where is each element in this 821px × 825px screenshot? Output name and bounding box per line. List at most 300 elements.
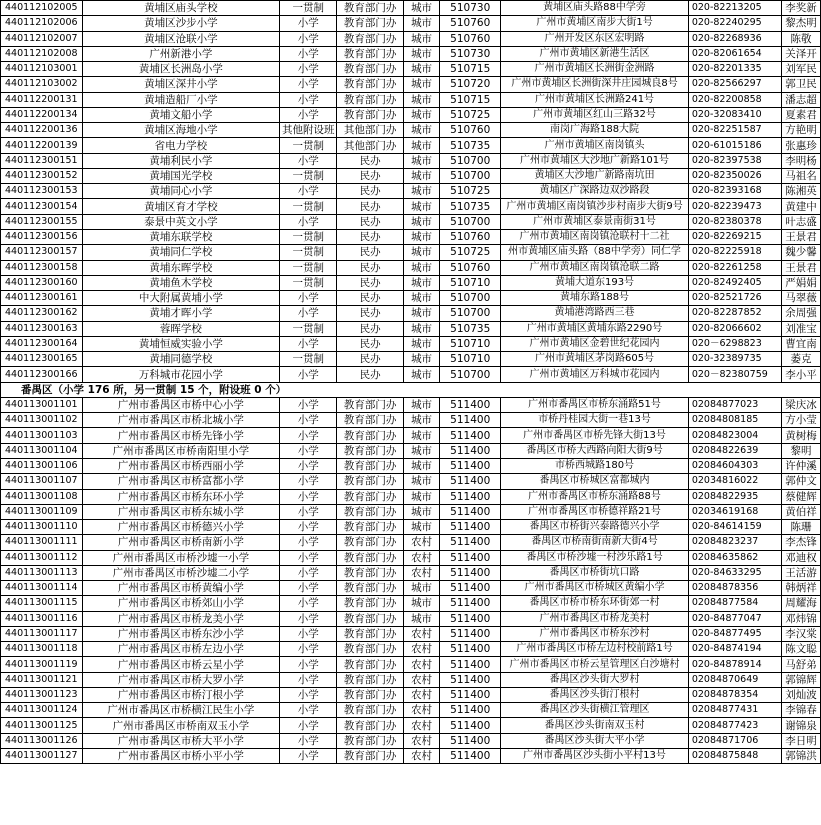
table-row	[1, 336, 821, 351]
school-name-cell: 广州市番禺区市桥沙墟一小学	[82, 550, 279, 565]
school-name-cell: 广州市番禺区市桥中心小学	[82, 397, 279, 412]
school-type-cell: 小学	[279, 291, 337, 306]
address-cell: 广州市番禺区市桥龙美村	[501, 611, 689, 626]
school-name-cell: 黄埔东联学校	[82, 229, 279, 244]
school-name-cell: 黄埔区长洲岛小学	[82, 62, 279, 77]
school-type-cell: 小学	[279, 733, 337, 748]
school-code-cell: 440113001101	[1, 397, 83, 412]
school-code-cell: 440112200139	[1, 138, 83, 153]
school-type-cell: 小学	[279, 749, 337, 764]
area-type-cell: 城市	[403, 46, 439, 61]
principal-cell: 郭锦洪	[782, 749, 821, 764]
school-name-cell: 广州新港小学	[82, 46, 279, 61]
address-cell: 广州市黄埔区长洲街深井庄园城良8号	[501, 77, 689, 92]
principal-cell: 方小莹	[782, 413, 821, 428]
organizer-cell: 教育部门办	[337, 107, 403, 122]
table-row	[1, 1, 821, 16]
school-code-cell: 440113001102	[1, 413, 83, 428]
table-row	[1, 550, 821, 565]
school-name-cell: 泰景中英文小学	[82, 214, 279, 229]
area-type-cell: 城市	[403, 504, 439, 519]
table-body-bottom	[1, 397, 821, 763]
postal-code-cell: 510760	[440, 229, 501, 244]
organizer-cell: 民办	[337, 199, 403, 214]
school-code-cell: 440112300163	[1, 321, 83, 336]
phone-cell: 020-82566297	[688, 77, 781, 92]
school-name-cell: 广州市番禺区市桥北城小学	[82, 413, 279, 428]
area-type-cell: 城市	[403, 489, 439, 504]
phone-cell: 02084808185	[688, 413, 781, 428]
principal-cell: 陈珊	[782, 520, 821, 535]
table-row	[1, 31, 821, 46]
principal-cell: 陈湘英	[782, 184, 821, 199]
area-type-cell: 城市	[403, 428, 439, 443]
address-cell: 广州市番禺区市桥东涌路51号	[501, 397, 689, 412]
school-code-cell: 440112300154	[1, 199, 83, 214]
area-type-cell: 城市	[403, 611, 439, 626]
area-type-cell: 农村	[403, 733, 439, 748]
principal-cell: 刘军民	[782, 62, 821, 77]
school-type-cell: 一贯制	[279, 260, 337, 275]
school-type-cell: 小学	[279, 458, 337, 473]
phone-cell: 020-82251587	[688, 123, 781, 138]
organizer-cell: 教育部门办	[337, 703, 403, 718]
phone-cell: 02084635862	[688, 550, 781, 565]
phone-cell: 02084822935	[688, 489, 781, 504]
address-cell: 广州市番禺区市桥先锋大街13号	[501, 428, 689, 443]
school-name-cell: 省电力学校	[82, 138, 279, 153]
school-code-cell: 440113001116	[1, 611, 83, 626]
school-code-cell: 440112102007	[1, 31, 83, 46]
address-cell: 市桥西城路180号	[501, 458, 689, 473]
school-name-cell: 黄埔国光学校	[82, 168, 279, 183]
postal-code-cell: 510725	[440, 245, 501, 260]
principal-cell: 许仲溪	[782, 458, 821, 473]
organizer-cell: 教育部门办	[337, 489, 403, 504]
school-code-cell: 440113001114	[1, 581, 83, 596]
table-row	[1, 611, 821, 626]
table-row	[1, 733, 821, 748]
phone-cell: 020-84877047	[688, 611, 781, 626]
postal-code-cell: 510700	[440, 168, 501, 183]
area-type-cell: 农村	[403, 703, 439, 718]
school-name-cell: 黄埔区深井小学	[82, 77, 279, 92]
postal-code-cell: 510700	[440, 153, 501, 168]
school-code-cell: 440113001118	[1, 642, 83, 657]
school-name-cell: 广州市番禺区市桥大罗小学	[82, 672, 279, 687]
school-code-cell: 440112300164	[1, 336, 83, 351]
school-type-cell: 小学	[279, 77, 337, 92]
principal-cell: 关泽开	[782, 46, 821, 61]
school-type-cell: 小学	[279, 535, 337, 550]
phone-cell: 02084878356	[688, 581, 781, 596]
phone-cell: 02084870649	[688, 672, 781, 687]
table-row	[1, 62, 821, 77]
postal-code-cell: 511400	[440, 535, 501, 550]
address-cell: 番禺区沙头街大罗村	[501, 672, 689, 687]
phone-cell: 02034816022	[688, 474, 781, 489]
principal-cell: 郭锦辉	[782, 672, 821, 687]
section-header: 番禺区（小学 176 所，另一贯制 15 个，附设班 0 个）	[1, 382, 821, 397]
table-row	[1, 184, 821, 199]
school-type-cell: 小学	[279, 581, 337, 596]
table-row	[1, 489, 821, 504]
phone-cell: 02084878354	[688, 687, 781, 702]
area-type-cell: 农村	[403, 626, 439, 641]
school-code-cell: 440113001107	[1, 474, 83, 489]
organizer-cell: 教育部门办	[337, 565, 403, 580]
school-code-cell: 440112102008	[1, 46, 83, 61]
postal-code-cell: 511400	[440, 672, 501, 687]
postal-code-cell: 510710	[440, 275, 501, 290]
principal-cell: 黎杰明	[782, 16, 821, 31]
postal-code-cell: 511400	[440, 687, 501, 702]
principal-cell: 黄伯祥	[782, 504, 821, 519]
organizer-cell: 民办	[337, 168, 403, 183]
school-code-cell: 440112200134	[1, 107, 83, 122]
area-type-cell: 城市	[403, 321, 439, 336]
school-type-cell: 小学	[279, 214, 337, 229]
area-type-cell: 农村	[403, 535, 439, 550]
school-type-cell: 小学	[279, 92, 337, 107]
phone-cell: 020-82200858	[688, 92, 781, 107]
phone-cell: 020-82201335	[688, 62, 781, 77]
address-cell: 广州市黄埔区南岗镇沧联二路	[501, 260, 689, 275]
school-code-cell: 440113001119	[1, 657, 83, 672]
school-name-cell: 广州市番禺区市桥东沙小学	[82, 626, 279, 641]
school-code-cell: 440113001121	[1, 672, 83, 687]
school-type-cell: 小学	[279, 474, 337, 489]
school-code-cell: 440113001127	[1, 749, 83, 764]
postal-code-cell: 510715	[440, 92, 501, 107]
school-code-cell: 440112102006	[1, 16, 83, 31]
principal-cell: 李日明	[782, 733, 821, 748]
principal-cell: 马祖名	[782, 168, 821, 183]
postal-code-cell: 510715	[440, 62, 501, 77]
phone-cell: 020-82397538	[688, 153, 781, 168]
school-code-cell: 440112300158	[1, 260, 83, 275]
area-type-cell: 城市	[403, 413, 439, 428]
school-name-cell: 黄埔鱼木学校	[82, 275, 279, 290]
organizer-cell: 教育部门办	[337, 672, 403, 687]
school-code-cell: 440113001110	[1, 520, 83, 535]
table-row	[1, 657, 821, 672]
organizer-cell: 教育部门办	[337, 443, 403, 458]
school-name-cell: 黄埔东晖学校	[82, 260, 279, 275]
postal-code-cell: 511400	[440, 626, 501, 641]
organizer-cell: 民办	[337, 153, 403, 168]
postal-code-cell: 511400	[440, 611, 501, 626]
principal-cell: 黄建中	[782, 199, 821, 214]
school-name-cell: 广州市番禺区市桥左边小学	[82, 642, 279, 657]
postal-code-cell: 511400	[440, 550, 501, 565]
school-name-cell: 黄埔区沧联小学	[82, 31, 279, 46]
principal-cell: 李明杨	[782, 153, 821, 168]
school-type-cell: 小学	[279, 31, 337, 46]
organizer-cell: 其他部门办	[337, 138, 403, 153]
school-name-cell: 蓉晖学校	[82, 321, 279, 336]
school-code-cell: 440113001111	[1, 535, 83, 550]
address-cell: 广州市番禺区市桥左边村校前路1号	[501, 642, 689, 657]
area-type-cell: 城市	[403, 336, 439, 351]
address-cell: 广州市番禺区市桥云星管理区白沙塘村	[501, 657, 689, 672]
phone-cell: 020-32389735	[688, 352, 781, 367]
principal-cell: 李汉棠	[782, 626, 821, 641]
area-type-cell: 农村	[403, 657, 439, 672]
principal-cell: 夏素君	[782, 107, 821, 122]
postal-code-cell: 510760	[440, 31, 501, 46]
address-cell: 市桥丹桂园大街一巷13号	[501, 413, 689, 428]
organizer-cell: 教育部门办	[337, 413, 403, 428]
school-type-cell: 小学	[279, 489, 337, 504]
phone-cell: 020－82380759	[688, 367, 781, 382]
principal-cell: 蔡健辉	[782, 489, 821, 504]
phone-cell: 020-82393168	[688, 184, 781, 199]
table-row	[1, 413, 821, 428]
principal-cell: 魏少馨	[782, 245, 821, 260]
postal-code-cell: 510700	[440, 306, 501, 321]
organizer-cell: 民办	[337, 214, 403, 229]
phone-cell: 02084877584	[688, 596, 781, 611]
principal-cell: 叶志盛	[782, 214, 821, 229]
school-code-cell: 440112300152	[1, 168, 83, 183]
organizer-cell: 民办	[337, 352, 403, 367]
table-row	[1, 92, 821, 107]
school-type-cell: 小学	[279, 642, 337, 657]
principal-cell: 周耀海	[782, 596, 821, 611]
address-cell: 广州市黄埔区茅岗路605号	[501, 352, 689, 367]
school-name-cell: 广州市番禺区市桥小平小学	[82, 749, 279, 764]
address-cell: 广州市黄埔区南步大街1号	[501, 16, 689, 31]
postal-code-cell: 510700	[440, 291, 501, 306]
principal-cell: 萎克	[782, 352, 821, 367]
school-name-cell: 广州市番禺区市桥云星小学	[82, 657, 279, 672]
school-code-cell: 440112200136	[1, 123, 83, 138]
postal-code-cell: 510720	[440, 77, 501, 92]
school-name-cell: 广州市番禺区市桥东环小学	[82, 489, 279, 504]
table-row	[1, 229, 821, 244]
postal-code-cell: 510730	[440, 1, 501, 16]
principal-cell: 余周强	[782, 306, 821, 321]
area-type-cell: 城市	[403, 397, 439, 412]
school-type-cell: 小学	[279, 657, 337, 672]
organizer-cell: 教育部门办	[337, 687, 403, 702]
address-cell: 黄埔大道东193号	[501, 275, 689, 290]
school-type-cell: 小学	[279, 336, 337, 351]
school-type-cell: 一贯制	[279, 321, 337, 336]
phone-cell: 020-32083410	[688, 107, 781, 122]
organizer-cell: 教育部门办	[337, 535, 403, 550]
area-type-cell: 城市	[403, 62, 439, 77]
organizer-cell: 教育部门办	[337, 520, 403, 535]
school-code-cell: 440113001109	[1, 504, 83, 519]
school-code-cell: 440112300161	[1, 291, 83, 306]
table-row	[1, 123, 821, 138]
area-type-cell: 城市	[403, 367, 439, 382]
school-type-cell: 小学	[279, 443, 337, 458]
address-cell: 州市黄埔区庙头路（88中学旁）同仁学	[501, 245, 689, 260]
postal-code-cell: 511400	[440, 504, 501, 519]
table-row	[1, 77, 821, 92]
organizer-cell: 教育部门办	[337, 62, 403, 77]
school-type-cell: 小学	[279, 397, 337, 412]
school-name-cell: 广州市番禺区市桥东城小学	[82, 504, 279, 519]
address-cell: 广州市黄埔区新港生活区	[501, 46, 689, 61]
school-name-cell: 黄埔同心小学	[82, 184, 279, 199]
phone-cell: 020-82521726	[688, 291, 781, 306]
school-code-cell: 440113001106	[1, 458, 83, 473]
school-name-cell: 黄埔区海地小学	[82, 123, 279, 138]
school-name-cell: 黄埔区庙头学校	[82, 1, 279, 16]
school-code-cell: 440113001126	[1, 733, 83, 748]
postal-code-cell: 511400	[440, 397, 501, 412]
organizer-cell: 教育部门办	[337, 642, 403, 657]
area-type-cell: 城市	[403, 138, 439, 153]
area-type-cell: 城市	[403, 520, 439, 535]
table-row	[1, 428, 821, 443]
school-code-cell: 440112200131	[1, 92, 83, 107]
school-name-cell: 广州市番禺区市桥富都小学	[82, 474, 279, 489]
phone-cell: 02084822639	[688, 443, 781, 458]
school-code-cell: 440113001123	[1, 687, 83, 702]
phone-cell: 02084877431	[688, 703, 781, 718]
phone-cell: 02084604303	[688, 458, 781, 473]
table-row	[1, 672, 821, 687]
table-row	[1, 565, 821, 580]
address-cell: 广州市番禺区市桥城区黄编小学	[501, 581, 689, 596]
school-name-cell: 广州市番禺区市桥龙美小学	[82, 611, 279, 626]
table-row	[1, 352, 821, 367]
area-type-cell: 城市	[403, 77, 439, 92]
table-row	[1, 458, 821, 473]
phone-cell: 020-82269215	[688, 229, 781, 244]
area-type-cell: 城市	[403, 199, 439, 214]
organizer-cell: 民办	[337, 275, 403, 290]
school-type-cell: 小学	[279, 520, 337, 535]
area-type-cell: 城市	[403, 596, 439, 611]
address-cell: 黄埔区广深路边双沙路段	[501, 184, 689, 199]
area-type-cell: 城市	[403, 458, 439, 473]
table-row	[1, 138, 821, 153]
area-type-cell: 城市	[403, 306, 439, 321]
area-type-cell: 农村	[403, 749, 439, 764]
organizer-cell: 民办	[337, 291, 403, 306]
school-type-cell: 一贯制	[279, 245, 337, 260]
school-name-cell: 黄埔区沙步小学	[82, 16, 279, 31]
school-code-cell: 440112300157	[1, 245, 83, 260]
phone-cell: 02084877023	[688, 397, 781, 412]
table-row	[1, 397, 821, 412]
phone-cell: 020-82268936	[688, 31, 781, 46]
school-type-cell: 小学	[279, 184, 337, 199]
school-code-cell: 440113001117	[1, 626, 83, 641]
school-name-cell: 黄埔利民小学	[82, 153, 279, 168]
postal-code-cell: 511400	[440, 489, 501, 504]
address-cell: 黄埔区大沙地广新路南坑田	[501, 168, 689, 183]
organizer-cell: 其他部门办	[337, 123, 403, 138]
school-type-cell: 小学	[279, 550, 337, 565]
address-cell: 番禺区市桥城区富都城内	[501, 474, 689, 489]
address-cell: 广州市黄埔区大沙地广新路101号	[501, 153, 689, 168]
principal-cell: 马舒弟	[782, 657, 821, 672]
table-row	[1, 16, 821, 31]
table-row	[1, 687, 821, 702]
postal-code-cell: 511400	[440, 749, 501, 764]
area-type-cell: 城市	[403, 168, 439, 183]
school-code-cell: 440113001115	[1, 596, 83, 611]
table-row	[1, 749, 821, 764]
table-body-top	[1, 1, 821, 383]
school-name-cell: 广州市番禺区市桥郊山小学	[82, 596, 279, 611]
school-code-cell: 440113001108	[1, 489, 83, 504]
school-name-cell: 广州市番禺区市桥汀根小学	[82, 687, 279, 702]
phone-cell: 02084823004	[688, 428, 781, 443]
school-type-cell: 一贯制	[279, 168, 337, 183]
school-type-cell: 小学	[279, 62, 337, 77]
principal-cell: 马翠薇	[782, 291, 821, 306]
area-type-cell: 农村	[403, 718, 439, 733]
postal-code-cell: 511400	[440, 443, 501, 458]
table-row	[1, 260, 821, 275]
area-type-cell: 农村	[403, 565, 439, 580]
principal-cell: 黎明	[782, 443, 821, 458]
school-name-cell: 黄埔同仁学校	[82, 245, 279, 260]
principal-cell: 王景君	[782, 229, 821, 244]
school-type-cell: 一贯制	[279, 275, 337, 290]
principal-cell: 王活游	[782, 565, 821, 580]
school-name-cell: 黄埔区育才学校	[82, 199, 279, 214]
school-code-cell: 440113001104	[1, 443, 83, 458]
school-type-cell: 小学	[279, 672, 337, 687]
address-cell: 番禺区沙头街横江管理区	[501, 703, 689, 718]
address-cell: 番禺区市桥沙墟一村沙乐路1号	[501, 550, 689, 565]
organizer-cell: 教育部门办	[337, 749, 403, 764]
area-type-cell: 城市	[403, 474, 439, 489]
table-row	[1, 520, 821, 535]
address-cell: 番禺区市桥街兴泰路德兴小学	[501, 520, 689, 535]
school-name-cell: 广州市番禺区市桥南新小学	[82, 535, 279, 550]
school-name-cell: 广州市番禺区市桥沙墟二小学	[82, 565, 279, 580]
postal-code-cell: 510760	[440, 260, 501, 275]
address-cell: 广州市黄埔区南岗镇沧联村十二社	[501, 229, 689, 244]
school-code-cell: 440112103002	[1, 77, 83, 92]
phone-cell: 020-82380378	[688, 214, 781, 229]
organizer-cell: 教育部门办	[337, 657, 403, 672]
phone-cell: 020-82061654	[688, 46, 781, 61]
school-code-cell: 440113001125	[1, 718, 83, 733]
area-type-cell: 城市	[403, 260, 439, 275]
school-type-cell: 一贯制	[279, 229, 337, 244]
organizer-cell: 教育部门办	[337, 581, 403, 596]
school-code-cell: 440112300151	[1, 153, 83, 168]
school-type-cell: 小学	[279, 596, 337, 611]
table-row	[1, 443, 821, 458]
table-row	[1, 642, 821, 657]
principal-cell: 李锦春	[782, 703, 821, 718]
phone-cell: 020-82287852	[688, 306, 781, 321]
school-type-cell: 小学	[279, 413, 337, 428]
address-cell: 广州市黄埔区金碧世纪花园内	[501, 336, 689, 351]
principal-cell: 李杰锋	[782, 535, 821, 550]
postal-code-cell: 510700	[440, 214, 501, 229]
table-row	[1, 535, 821, 550]
organizer-cell: 民办	[337, 367, 403, 382]
area-type-cell: 城市	[403, 184, 439, 199]
principal-cell: 陈文聪	[782, 642, 821, 657]
table-row	[1, 596, 821, 611]
organizer-cell: 教育部门办	[337, 1, 403, 16]
table-row	[1, 199, 821, 214]
